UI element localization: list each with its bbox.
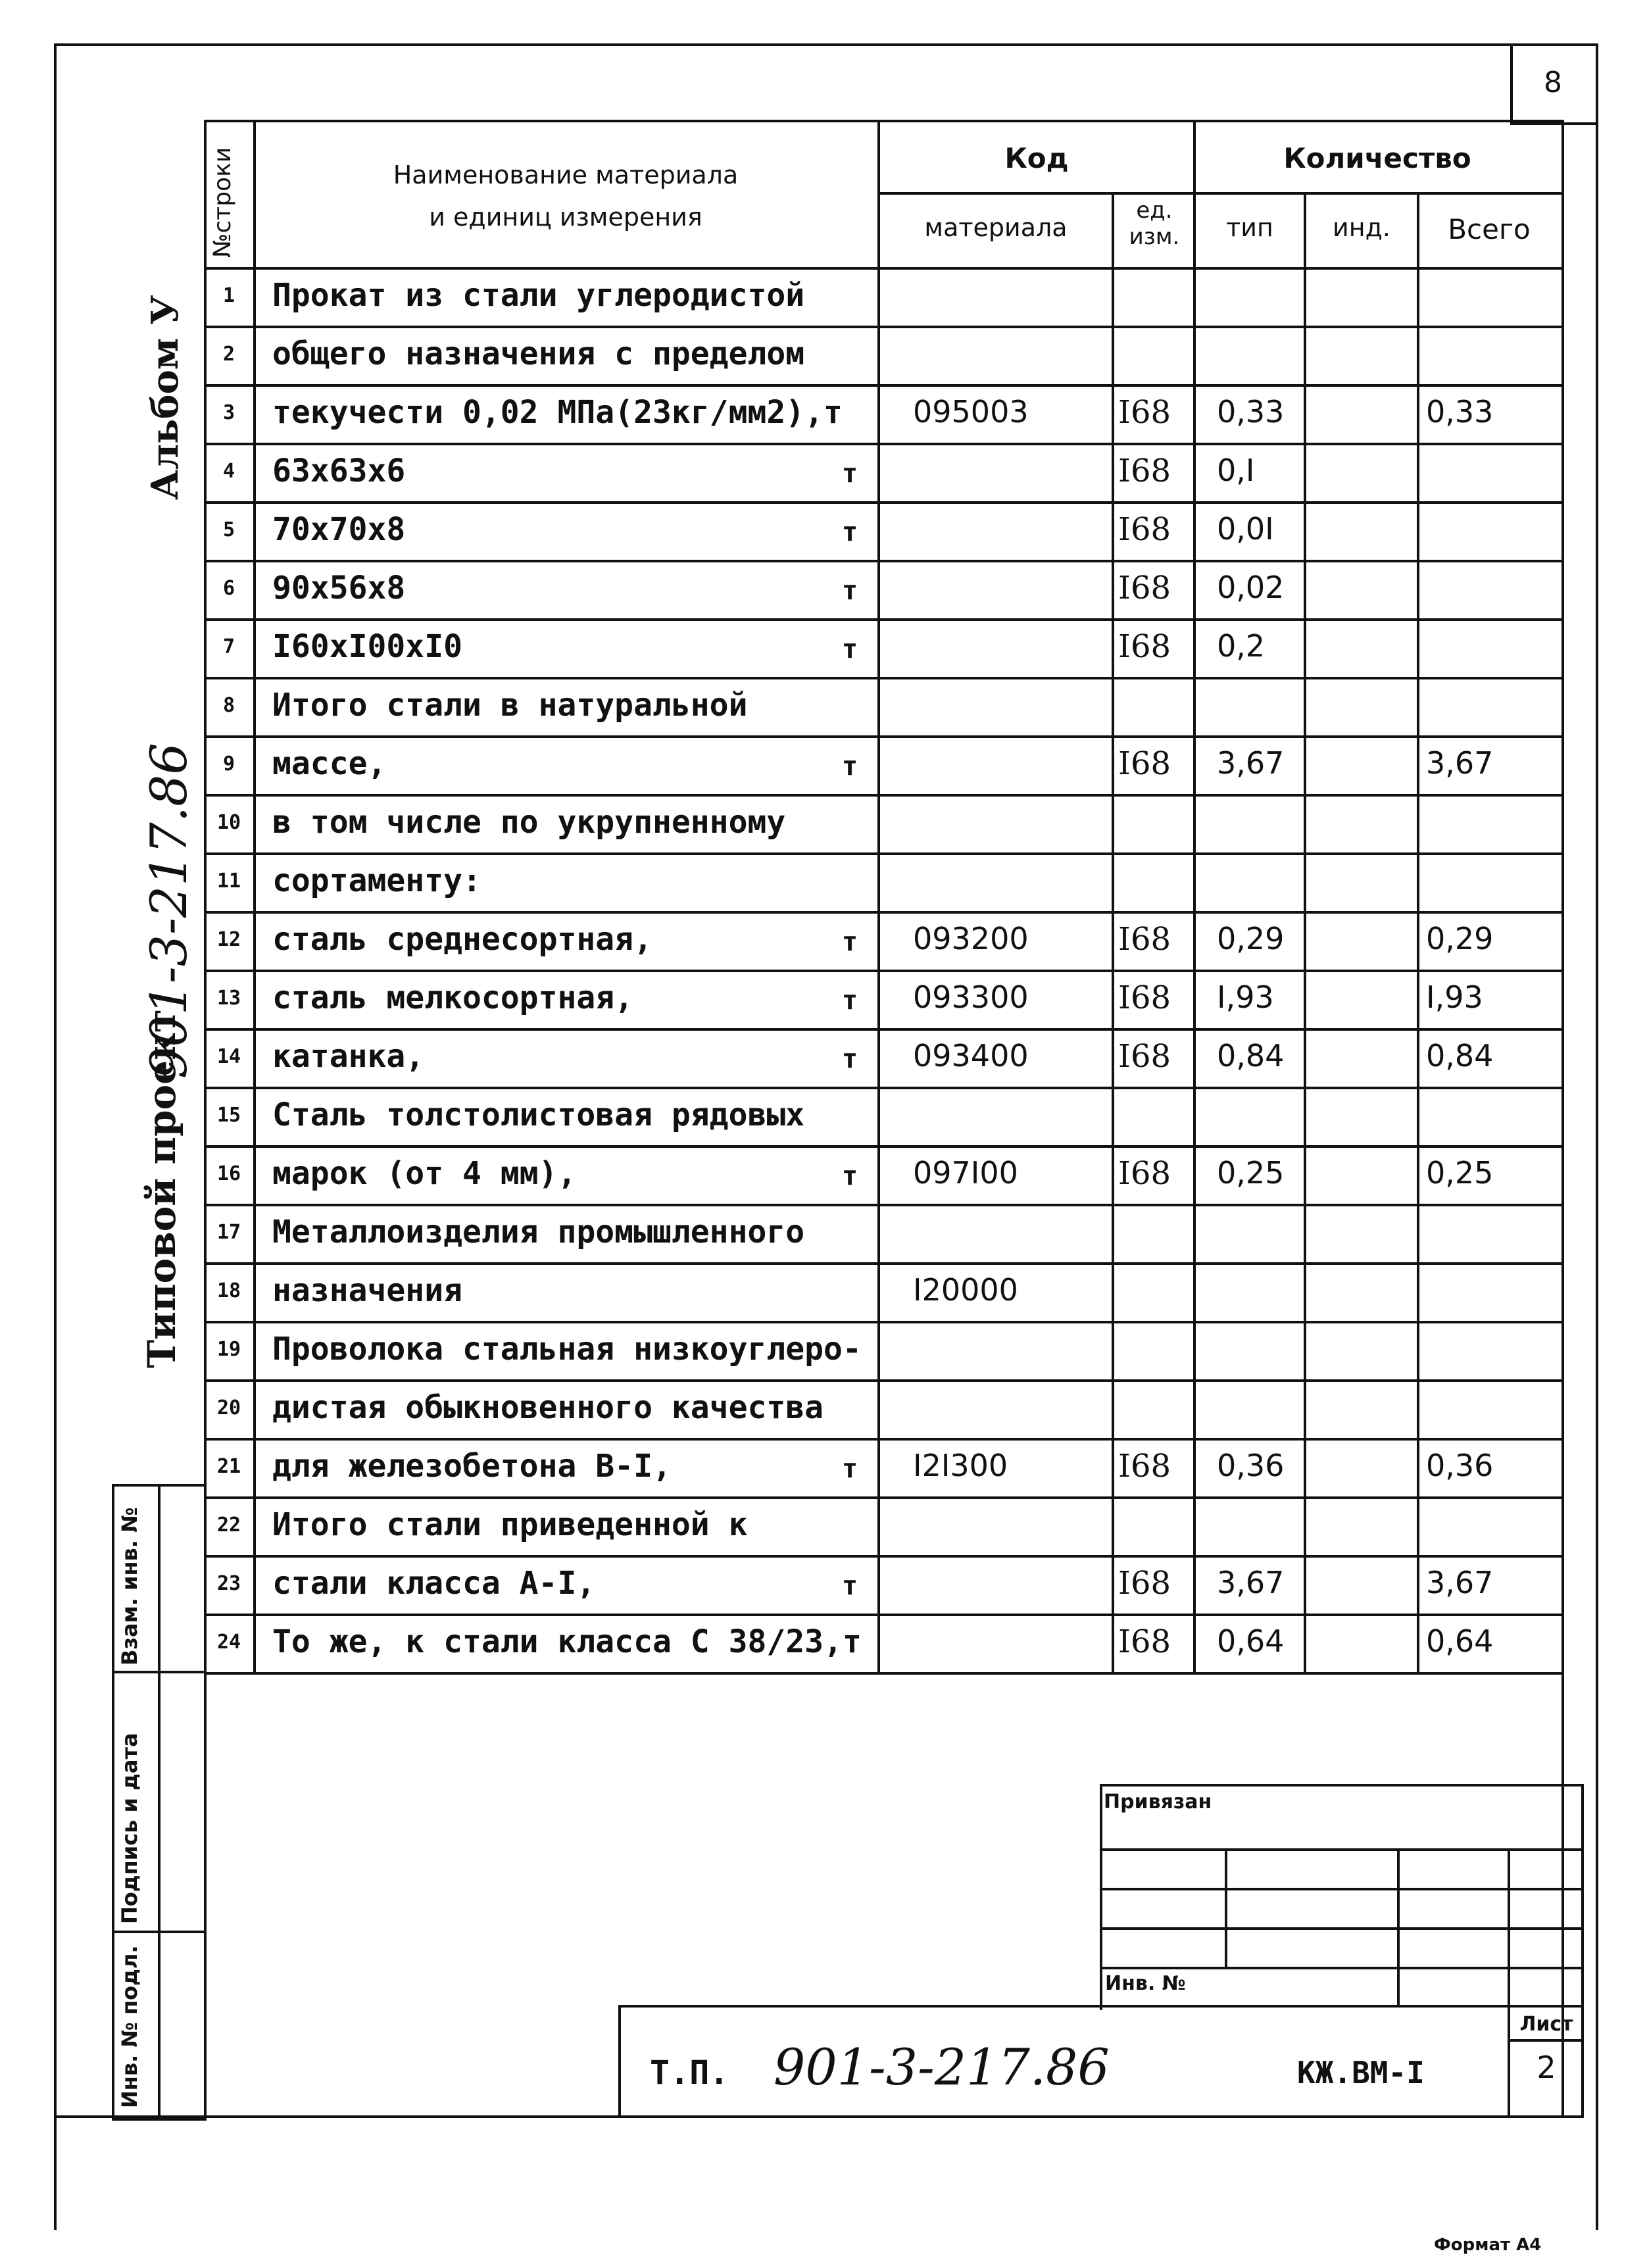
row-divider xyxy=(204,1555,1561,1558)
header-qty-total: Всего xyxy=(1448,213,1531,245)
row-divider xyxy=(204,1438,1561,1441)
cell-n: 9 xyxy=(222,752,235,776)
cell-name: Прокат из стали углеродистой xyxy=(272,277,805,314)
cell-ed: I68 xyxy=(1118,1038,1171,1075)
project-prefix: Типовой проект xyxy=(139,1009,184,1368)
cell-code: I20000 xyxy=(913,1272,1018,1308)
cell-n: 8 xyxy=(222,694,235,717)
cell-ed: I68 xyxy=(1118,394,1171,431)
cell-code: I2I300 xyxy=(913,1448,1008,1483)
cell-ed: I68 xyxy=(1118,570,1171,606)
cell-tip: 0,84 xyxy=(1217,1038,1285,1073)
cell-name: То же, к стали класса С 38/23,т xyxy=(272,1623,862,1660)
cell-ed: I68 xyxy=(1118,1448,1171,1485)
cell-n: 1 xyxy=(222,284,235,307)
cell-name: общего назначения с пределом xyxy=(272,335,805,372)
cell-name: 90x56x8 xyxy=(272,570,406,606)
cell-tip: 0,2 xyxy=(1217,628,1266,664)
cell-n: 14 xyxy=(216,1045,241,1068)
cell-total: I,93 xyxy=(1426,979,1483,1015)
cell-name: в том числе по укрупненному xyxy=(272,804,786,841)
cell-name: марок (от 4 мм), xyxy=(272,1155,577,1192)
header-qty-tip: тип xyxy=(1226,213,1273,242)
cell-name: стали класса А-I, xyxy=(272,1565,596,1602)
row-divider xyxy=(204,1379,1561,1382)
cell-total: 0,64 xyxy=(1426,1623,1494,1659)
cell-name: Проволока стальная низкоуглеро- xyxy=(272,1331,862,1368)
cell-n: 10 xyxy=(216,811,241,834)
header-qty-ind: инд. xyxy=(1333,213,1390,242)
row-divider xyxy=(204,1321,1561,1323)
cell-n: 4 xyxy=(222,460,235,483)
cell-name: текучести 0,02 МПа(23кг/мм2),т xyxy=(272,394,843,431)
stamp-label-podpis: Подпись и дата xyxy=(117,1733,142,1924)
cell-n: 16 xyxy=(216,1162,241,1185)
row-divider xyxy=(204,794,1561,797)
header-name-line1: Наименование материала xyxy=(393,160,739,189)
cell-tip: I,93 xyxy=(1217,979,1274,1015)
cell-n: 12 xyxy=(216,928,241,951)
cell-total: 0,25 xyxy=(1426,1155,1494,1191)
cell-n: 24 xyxy=(216,1631,241,1654)
cell-n: 23 xyxy=(216,1572,241,1595)
cell-unit: т xyxy=(842,985,858,1016)
header-code-unit: ед. изм. xyxy=(1129,197,1180,250)
cell-tip: 3,67 xyxy=(1217,1565,1285,1600)
cell-code: 093200 xyxy=(913,921,1029,956)
tp-prefix: Т.П. xyxy=(650,2054,729,2092)
tp-number-handwritten: 901-3-217.86 xyxy=(774,2038,1110,2096)
row-divider xyxy=(204,852,1561,855)
cell-code: 097I00 xyxy=(913,1155,1018,1191)
row-divider xyxy=(204,443,1561,445)
row-divider xyxy=(204,1028,1561,1031)
cell-tip: 0,36 xyxy=(1217,1448,1285,1483)
inv-no-label: Инв. № xyxy=(1105,1972,1186,1995)
stamp-label-vzam: Взам. инв. № xyxy=(117,1507,142,1665)
cell-unit: т xyxy=(842,458,858,489)
cell-tip: 0,33 xyxy=(1217,394,1285,430)
cell-name: I60xI00xI0 xyxy=(272,628,462,665)
header-quantity: Количество xyxy=(1283,142,1471,174)
cell-unit: т xyxy=(842,576,858,606)
format-label: Формат А4 xyxy=(1434,2235,1542,2255)
cell-tip: 0,64 xyxy=(1217,1623,1285,1659)
header-code: Код xyxy=(1004,142,1069,174)
cell-ed: I68 xyxy=(1118,979,1171,1016)
cell-code: 095003 xyxy=(913,394,1029,430)
cell-ed: I68 xyxy=(1118,628,1171,665)
cell-ed: I68 xyxy=(1118,1623,1171,1660)
cell-n: 11 xyxy=(216,870,241,893)
project-number-handwritten: 901-3-217.86 xyxy=(139,743,198,1079)
cell-n: 21 xyxy=(216,1455,241,1478)
row-divider xyxy=(204,326,1561,328)
row-divider xyxy=(204,1614,1561,1616)
cell-name: Итого стали приведенной к xyxy=(272,1506,748,1543)
cell-name: 70x70x8 xyxy=(272,511,406,548)
row-divider xyxy=(204,1087,1561,1089)
cell-ed: I68 xyxy=(1118,511,1171,548)
cell-n: 15 xyxy=(216,1104,241,1127)
row-divider xyxy=(204,560,1561,562)
cell-ed: I68 xyxy=(1118,921,1171,958)
row-divider xyxy=(204,618,1561,621)
cell-tip: 0,02 xyxy=(1217,570,1285,605)
list-value: 2 xyxy=(1536,2050,1556,2085)
row-divider xyxy=(204,501,1561,504)
cell-name: катанка, xyxy=(272,1038,425,1075)
doc-code: КЖ.ВМ-I xyxy=(1297,2055,1425,2090)
stamp-label-inv-podl: Инв. № подл. xyxy=(117,1945,142,2108)
cell-unit: т xyxy=(842,1454,858,1484)
cell-unit: т xyxy=(842,1044,858,1074)
cell-n: 19 xyxy=(216,1338,241,1361)
list-label: Лист xyxy=(1519,2013,1573,2036)
cell-unit: т xyxy=(842,1571,858,1601)
cell-n: 20 xyxy=(216,1396,241,1419)
cell-code: 093300 xyxy=(913,979,1029,1015)
cell-n: 6 xyxy=(222,577,235,600)
header-row-no: №строки xyxy=(209,147,236,258)
cell-unit: т xyxy=(842,517,858,547)
row-divider xyxy=(204,911,1561,914)
cell-n: 18 xyxy=(216,1279,241,1302)
cell-ed: I68 xyxy=(1118,453,1171,489)
row-divider xyxy=(204,1204,1561,1206)
cell-n: 3 xyxy=(222,401,235,424)
cell-name: дистая обыкновенного качества xyxy=(272,1389,824,1426)
cell-unit: т xyxy=(842,634,858,664)
cell-total: 0,33 xyxy=(1426,394,1494,430)
cell-name: 63x63x6 xyxy=(272,453,406,489)
cell-name: сортаменту: xyxy=(272,862,481,899)
cell-ed: I68 xyxy=(1118,1155,1171,1192)
cell-unit: т xyxy=(842,927,858,957)
cell-unit: т xyxy=(842,751,858,781)
cell-name: Металлоизделия промышленного xyxy=(272,1214,805,1250)
cell-name: сталь среднесортная, xyxy=(272,921,652,958)
cell-total: 3,67 xyxy=(1426,745,1494,781)
row-divider xyxy=(204,384,1561,387)
row-divider xyxy=(204,1496,1561,1499)
cell-n: 22 xyxy=(216,1514,241,1537)
cell-tip: 0,0I xyxy=(1217,511,1274,547)
header-code-material: материала xyxy=(924,213,1068,242)
privyazan-label: Привязан xyxy=(1104,1790,1212,1813)
cell-name: сталь мелкосортная, xyxy=(272,979,634,1016)
cell-n: 17 xyxy=(216,1221,241,1244)
row-divider xyxy=(204,970,1561,972)
cell-total: 0,36 xyxy=(1426,1448,1494,1483)
cell-total: 0,84 xyxy=(1426,1038,1494,1073)
cell-ed: I68 xyxy=(1118,745,1171,782)
cell-tip: 0,29 xyxy=(1217,921,1285,956)
cell-unit: т xyxy=(842,1161,858,1191)
cell-ed: I68 xyxy=(1118,1565,1171,1602)
cell-n: 2 xyxy=(222,343,235,366)
row-divider xyxy=(204,1145,1561,1148)
cell-name: Сталь толстолистовая рядовых xyxy=(272,1097,805,1133)
cell-name: Итого стали в натуральной xyxy=(272,687,748,724)
header-name-line2: и единиц измерения xyxy=(429,203,702,232)
row-divider xyxy=(204,267,1561,270)
row-divider xyxy=(204,735,1561,738)
row-divider xyxy=(204,677,1561,679)
cell-tip: 0,I xyxy=(1217,453,1255,488)
cell-total: 3,67 xyxy=(1426,1565,1494,1600)
album-label: Альбом У xyxy=(143,295,187,500)
sheet-number: 8 xyxy=(1544,66,1562,99)
cell-code: 093400 xyxy=(913,1038,1029,1073)
cell-tip: 3,67 xyxy=(1217,745,1285,781)
cell-name: массе, xyxy=(272,745,387,782)
cell-n: 7 xyxy=(222,635,235,658)
cell-tip: 0,25 xyxy=(1217,1155,1285,1191)
cell-total: 0,29 xyxy=(1426,921,1494,956)
cell-name: для железобетона В-I, xyxy=(272,1448,672,1485)
cell-n: 5 xyxy=(222,518,235,541)
row-divider xyxy=(204,1262,1561,1265)
cell-n: 13 xyxy=(216,987,241,1010)
cell-name: назначения xyxy=(272,1272,462,1309)
